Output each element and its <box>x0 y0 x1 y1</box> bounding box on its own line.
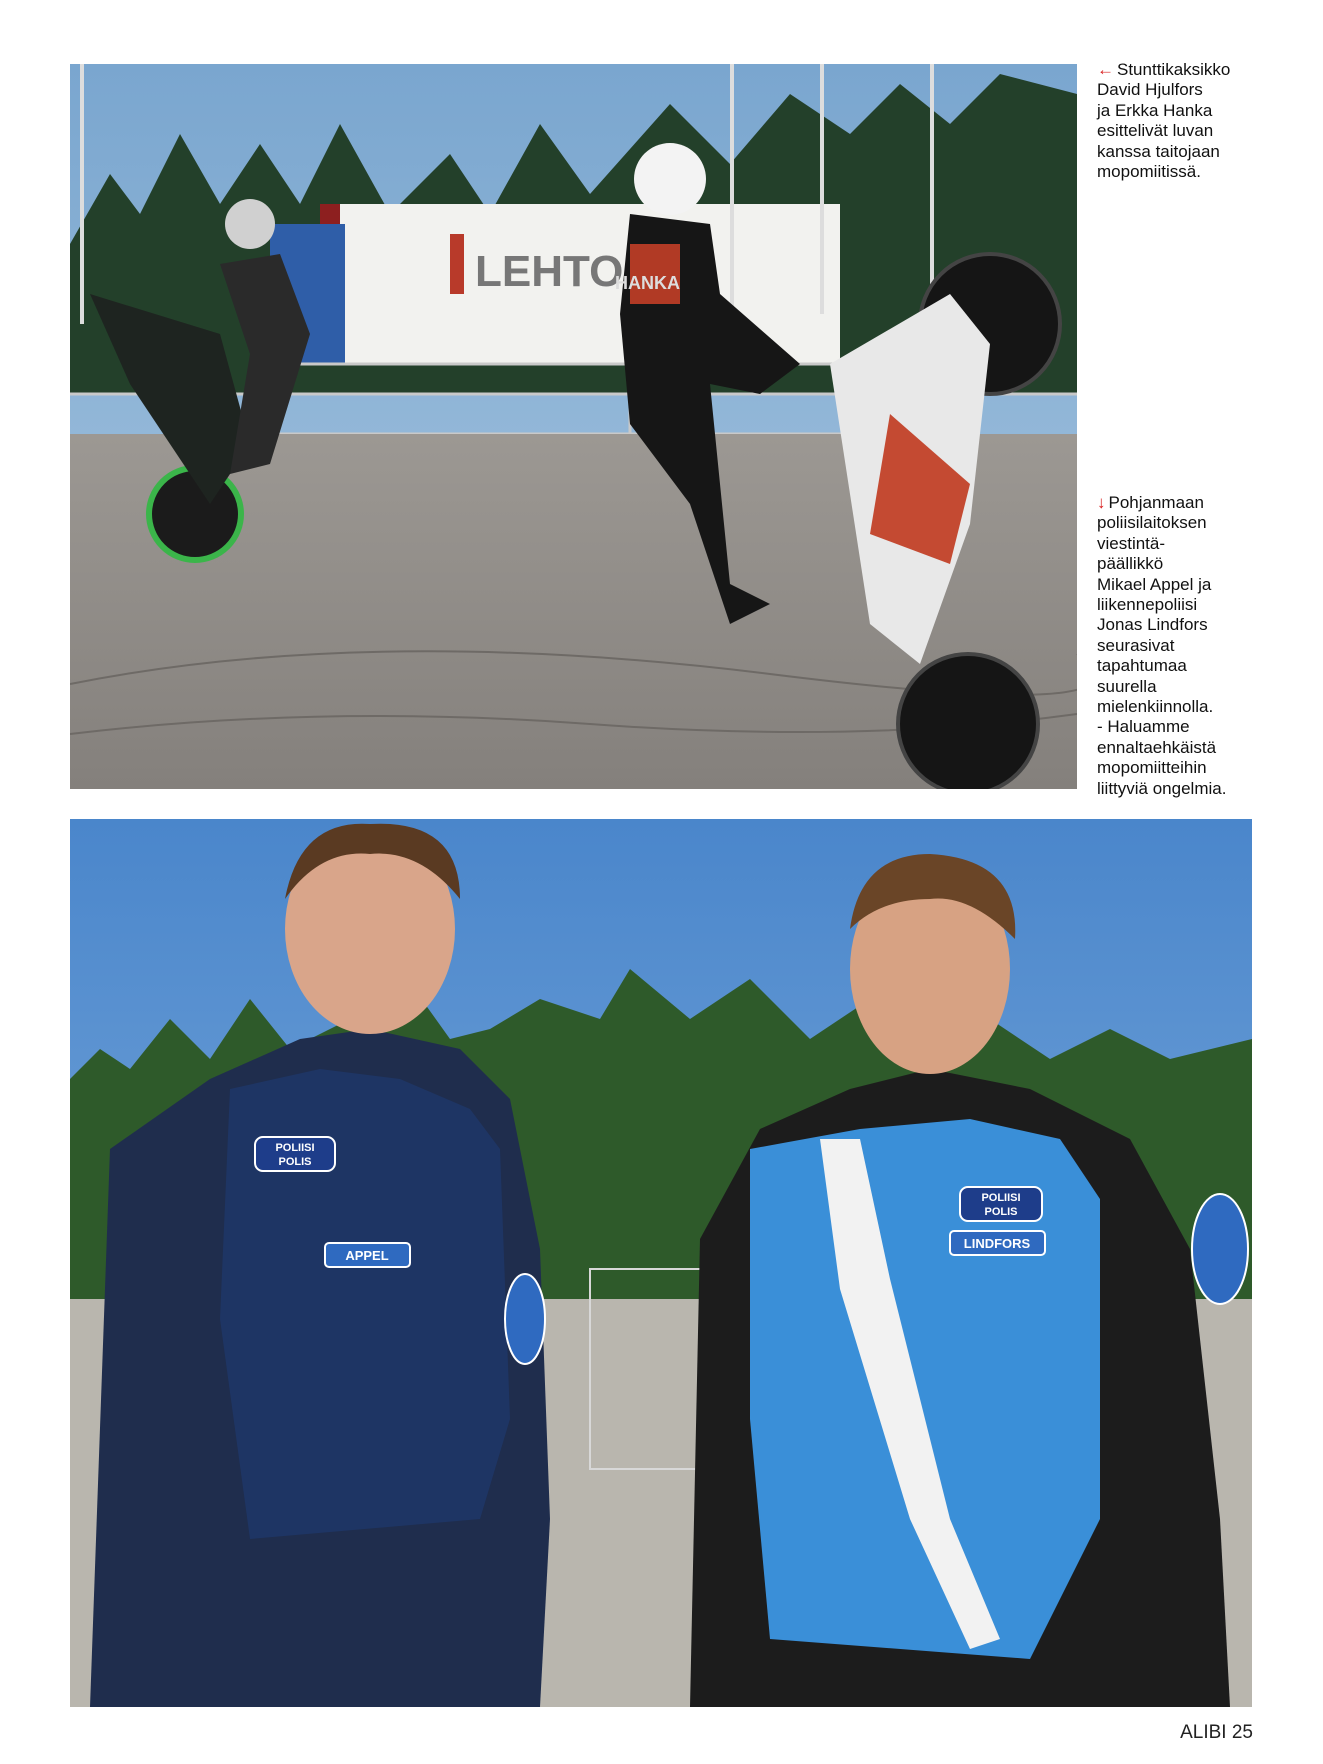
caption-stunt <box>1097 60 1255 182</box>
right-badge-line2: POLIS <box>984 1206 1018 1218</box>
caption-police-text: Pohjanmaan poliisilaitoksen viestintä- päällikkö Mikael Appel ja liikennepoliisi Jonas Lindfors seurasivat tapahtumaa suurella mielenkiinnolla. - Haluamme ennaltaehkäistä mopomiitteihin liittyviä ongelmia. <box>1097 493 1227 798</box>
police-emblem-icon <box>1192 1194 1248 1304</box>
police-photo <box>70 819 1252 1707</box>
left-badge-line1: POLIISI <box>275 1142 315 1154</box>
left-name-tag: APPEL <box>345 1248 389 1263</box>
right-badge-line1: POLIISI <box>981 1192 1021 1204</box>
rider-back-text: HANKA <box>615 273 680 293</box>
truck-sign: LEHTO <box>475 247 624 296</box>
caption-stunt-text: Stunttikaksikko David Hjulfors ja Erkka Hanka esittelivät luvan kanssa taitojaan mopomiitissä. <box>1097 60 1231 182</box>
arrow-left-icon: ← <box>1097 60 1114 79</box>
stunt-photo <box>70 64 1077 789</box>
arrow-down-icon: ↓ <box>1097 493 1106 512</box>
left-badge-line2: POLIS <box>278 1156 312 1168</box>
page-number: ALIBI 25 <box>1180 1722 1253 1743</box>
police-emblem-icon <box>505 1274 545 1364</box>
right-name-tag: LINDFORS <box>963 1236 1031 1251</box>
caption-police <box>1097 493 1255 799</box>
